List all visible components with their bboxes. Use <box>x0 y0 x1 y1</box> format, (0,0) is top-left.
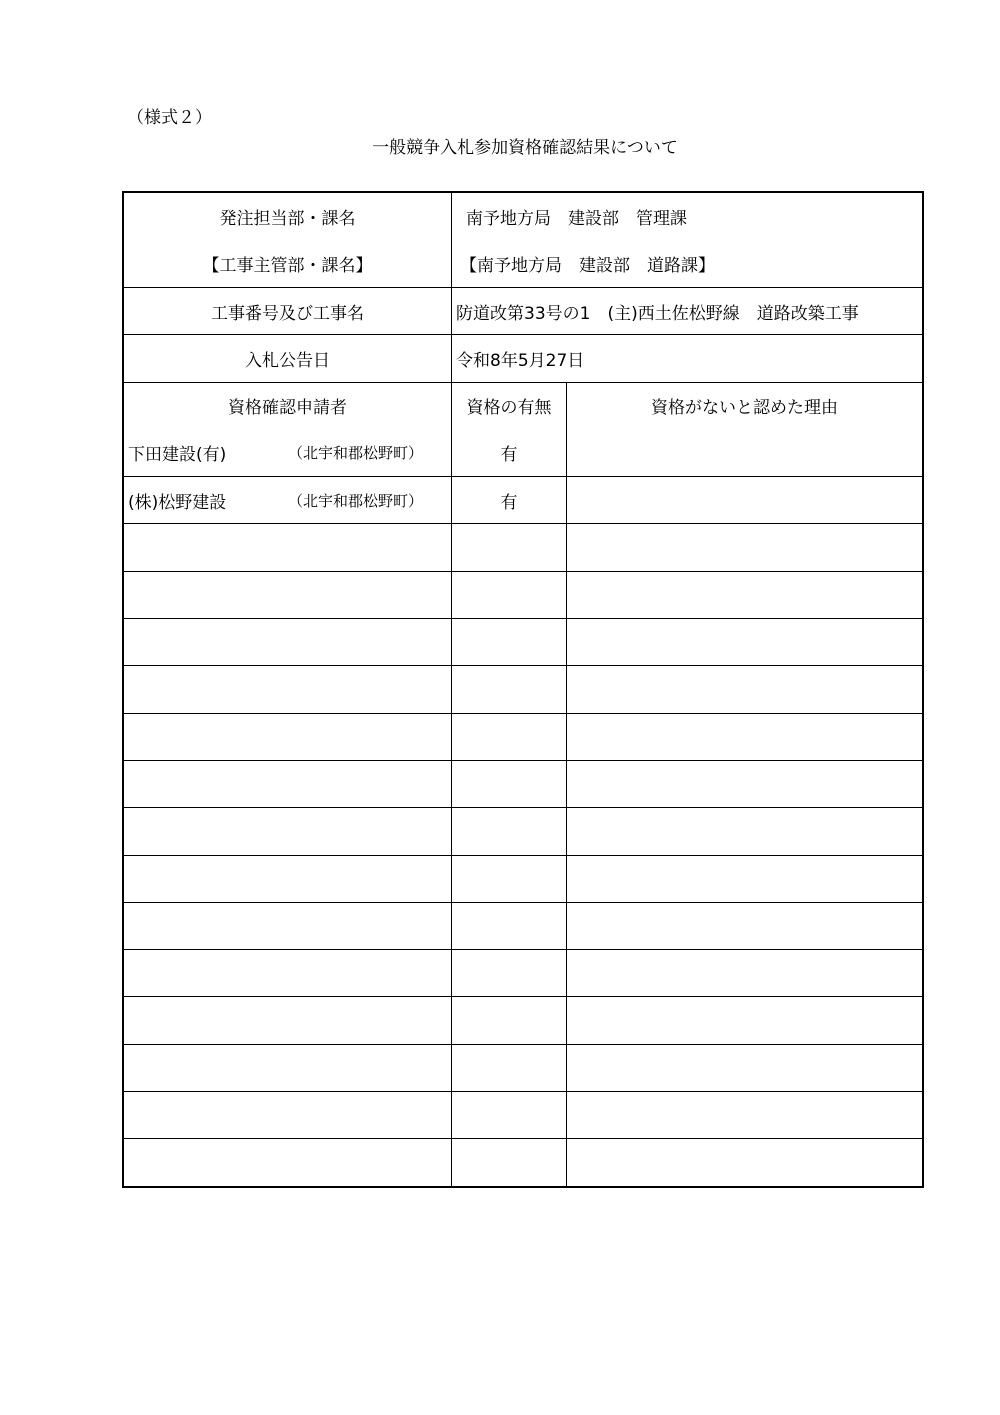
eligibility-cell <box>452 856 567 902</box>
table-row <box>124 429 922 476</box>
table-row <box>124 1138 922 1185</box>
eligibility-cell <box>452 761 567 807</box>
ordering-dept-label: 発注担当部・課名 <box>219 209 356 229</box>
reason-cell <box>567 1092 922 1138</box>
applicant-cell <box>124 572 452 618</box>
reason-cell <box>567 856 922 902</box>
eligibility-table <box>122 191 924 1188</box>
eligibility-column-header: 資格の有無 <box>452 383 567 429</box>
table-row <box>124 760 922 807</box>
reason-cell <box>567 1045 922 1091</box>
department-value-cell <box>452 193 922 287</box>
eligibility-cell <box>452 714 567 760</box>
applicant-cell <box>124 1092 452 1138</box>
applicant-cell <box>124 903 452 949</box>
reason-cell <box>567 1139 922 1185</box>
document-title: 一般競争入札参加資格確認結果について <box>372 138 678 158</box>
reason-cell <box>567 429 922 476</box>
reason-column-header: 資格がないと認めた理由 <box>651 398 838 419</box>
reason-cell <box>567 950 922 996</box>
project-label: 工事番号及び工事名 <box>124 288 452 334</box>
reason-cell <box>567 714 922 760</box>
applicant-cell <box>124 619 452 665</box>
table-row <box>124 902 922 949</box>
eligibility-cell <box>452 1139 567 1185</box>
table-row <box>124 571 922 618</box>
reason-cell <box>567 524 922 570</box>
eligibility-cell <box>452 1045 567 1091</box>
department-label-cell <box>124 193 452 287</box>
notice-date-row <box>124 334 922 381</box>
eligibility-cell <box>452 808 567 854</box>
eligibility-cell <box>452 997 567 1043</box>
eligibility-cell <box>452 903 567 949</box>
table-row <box>124 618 922 665</box>
reason-cell <box>567 761 922 807</box>
eligibility-cell <box>452 619 567 665</box>
department-row <box>124 193 922 287</box>
form-label: （様式２） <box>127 108 212 128</box>
applicant-cell <box>124 524 452 570</box>
applicant-cell <box>124 950 452 996</box>
applicant-rows <box>124 429 922 1186</box>
table-row <box>124 807 922 854</box>
table-row <box>124 949 922 996</box>
applicant-cell <box>124 856 452 902</box>
table-row <box>124 855 922 902</box>
applicant-cell <box>124 429 452 476</box>
project-value: 防道改第33号の1 (主)西土佐松野線 道路改築工事 <box>456 303 859 324</box>
reason-cell <box>567 808 922 854</box>
applicant-cell <box>124 477 452 523</box>
applicant-cell <box>124 761 452 807</box>
applicant-cell <box>124 714 452 760</box>
notice-date-label: 入札公告日 <box>124 335 452 381</box>
works-dept-label: 【工事主管部・課名】 <box>202 256 373 276</box>
applicant-location: （北宇和郡松野町） <box>288 491 424 510</box>
table-row <box>124 523 922 570</box>
applicant-cell <box>124 997 452 1043</box>
reason-cell <box>567 572 922 618</box>
reason-cell <box>567 666 922 712</box>
works-dept-value: 【南予地方局 建設部 道路課】 <box>460 256 715 276</box>
applicant-cell <box>124 1045 452 1091</box>
applicant-cell <box>124 666 452 712</box>
eligibility-cell <box>452 572 567 618</box>
eligibility-cell <box>452 524 567 570</box>
applicant-name: (株)松野建設 <box>128 492 227 513</box>
applicant-cell <box>124 1139 452 1185</box>
eligibility-cell <box>452 950 567 996</box>
table-row <box>124 713 922 760</box>
table-row <box>124 476 922 523</box>
table-row <box>124 996 922 1043</box>
eligibility-cell: 有 <box>452 429 567 476</box>
reason-cell <box>567 477 922 523</box>
reason-cell <box>567 997 922 1043</box>
table-row <box>124 665 922 712</box>
column-header-row <box>124 382 922 429</box>
applicant-location: （北宇和郡松野町） <box>288 444 424 463</box>
reason-cell <box>567 903 922 949</box>
reason-cell <box>567 619 922 665</box>
ordering-dept-value: 南予地方局 建設部 管理課 <box>466 209 687 229</box>
eligibility-cell: 有 <box>452 477 567 523</box>
table-row <box>124 1044 922 1091</box>
applicant-cell <box>124 808 452 854</box>
applicant-name: 下田建設(有) <box>128 445 227 466</box>
project-row <box>124 287 922 334</box>
eligibility-cell <box>452 666 567 712</box>
notice-date-value: 令和8年5月27日 <box>456 350 585 371</box>
applicant-column-header: 資格確認申請者 <box>124 383 452 429</box>
eligibility-cell <box>452 1092 567 1138</box>
table-row <box>124 1091 922 1138</box>
